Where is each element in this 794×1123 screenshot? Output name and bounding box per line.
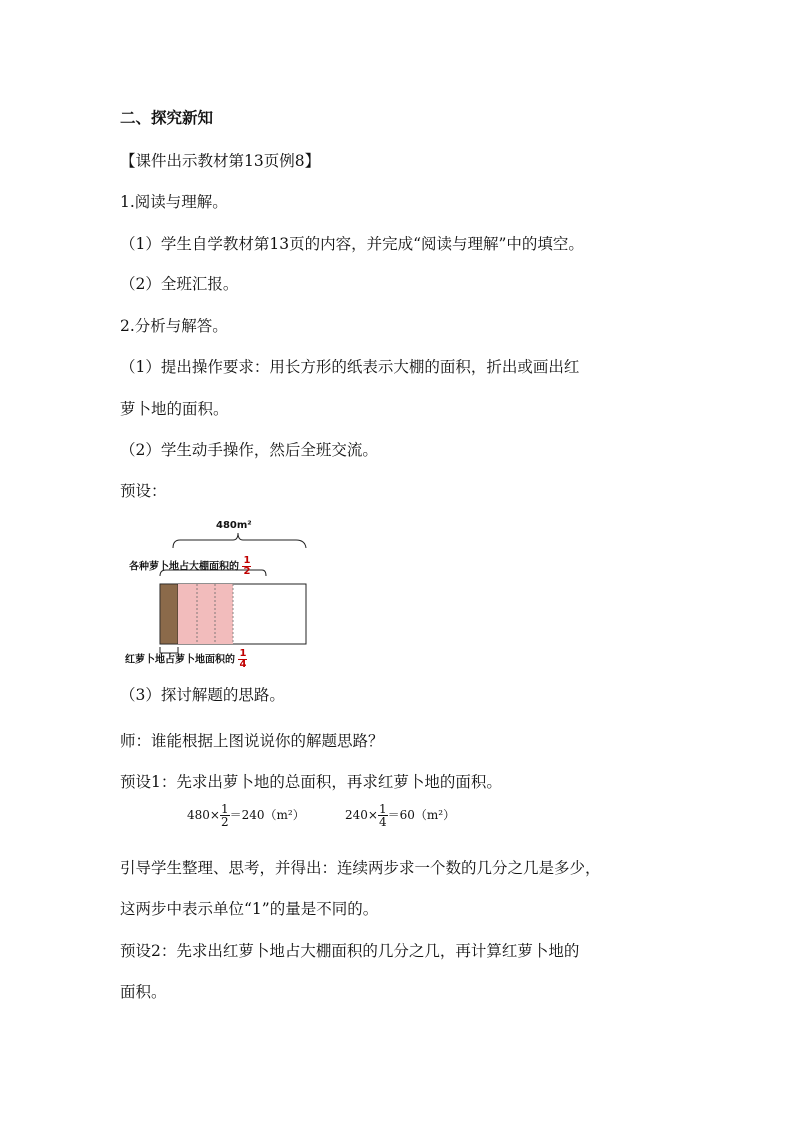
fraction-denominator: 2 bbox=[243, 566, 251, 577]
preset-2-line-b: 面积。 bbox=[120, 983, 167, 1001]
formula-2-fraction bbox=[378, 803, 388, 828]
preset-label: 预设： bbox=[120, 482, 167, 500]
one-quarter-fraction bbox=[238, 649, 247, 670]
fraction-numerator: 1 bbox=[239, 648, 247, 659]
times-sign: × bbox=[367, 808, 378, 822]
courseware-note: 【课件出示教材第13页例8】 bbox=[120, 152, 321, 170]
radish-area bbox=[178, 584, 233, 644]
fraction-denominator: 4 bbox=[378, 815, 387, 829]
formula-1 bbox=[187, 803, 305, 828]
guide-line-b: 这两步中表示单位“1”的量是不同的。 bbox=[120, 900, 379, 918]
radish-fraction-label bbox=[129, 556, 251, 577]
preset-2-line-a: 预设2：先求出红萝卜地占大棚面积的几分之几，再计算红萝卜地的 bbox=[120, 942, 580, 960]
total-brace bbox=[173, 533, 306, 548]
red-radish-fraction-label bbox=[125, 649, 247, 670]
step-1-2: （2）全班汇报。 bbox=[120, 275, 239, 293]
area-diagram bbox=[120, 518, 320, 670]
fraction-denominator: 4 bbox=[239, 659, 247, 670]
step-2-3: （3）探讨解题的思路。 bbox=[120, 686, 285, 704]
step-1-1: （1）学生自学教材第13页的内容，并完成“阅读与理解”中的填空。 bbox=[120, 235, 584, 253]
formula-2-result: ＝60（m²） bbox=[387, 808, 456, 822]
red-radish-area bbox=[160, 584, 178, 644]
radish-label-text: 各种萝卜地占大棚面积的 bbox=[129, 561, 239, 573]
step-2-2: （2）学生动手操作，然后全班交流。 bbox=[120, 441, 378, 459]
formula-2-operand: 240 bbox=[345, 808, 368, 822]
diagram-graphic bbox=[120, 518, 320, 670]
formula-2 bbox=[345, 803, 455, 828]
step-1-heading: 1.阅读与理解。 bbox=[120, 193, 228, 211]
step-2-1-line-b: 萝卜地的面积。 bbox=[120, 400, 229, 418]
one-half-fraction bbox=[242, 556, 251, 577]
total-area-label: 480m² bbox=[216, 520, 252, 531]
formula-1-fraction bbox=[220, 803, 230, 828]
step-2-1-line-a: （1）提出操作要求：用长方形的纸表示大棚的面积，折出或画出红 bbox=[120, 358, 580, 376]
red-label-text: 红萝卜地占萝卜地面积的 bbox=[125, 654, 235, 666]
preset-1: 预设1：先求出萝卜地的总面积，再求红萝卜地的面积。 bbox=[120, 773, 502, 791]
fraction-denominator: 2 bbox=[220, 815, 229, 829]
guide-line-a: 引导学生整理、思考，并得出：连续两步求一个数的几分之几是多少， bbox=[120, 859, 601, 877]
formula-1-operand: 480 bbox=[187, 808, 210, 822]
fraction-numerator: 1 bbox=[378, 802, 387, 816]
step-2-heading: 2.分析与解答。 bbox=[120, 317, 228, 335]
fraction-numerator: 1 bbox=[243, 555, 251, 566]
teacher-question: 师：谁能根据上图说说你的解题思路？ bbox=[120, 732, 384, 750]
fraction-numerator: 1 bbox=[220, 802, 229, 816]
formula-1-result: ＝240（m²） bbox=[229, 808, 305, 822]
times-sign: × bbox=[209, 808, 220, 822]
section-title: 二、探究新知 bbox=[120, 109, 214, 127]
